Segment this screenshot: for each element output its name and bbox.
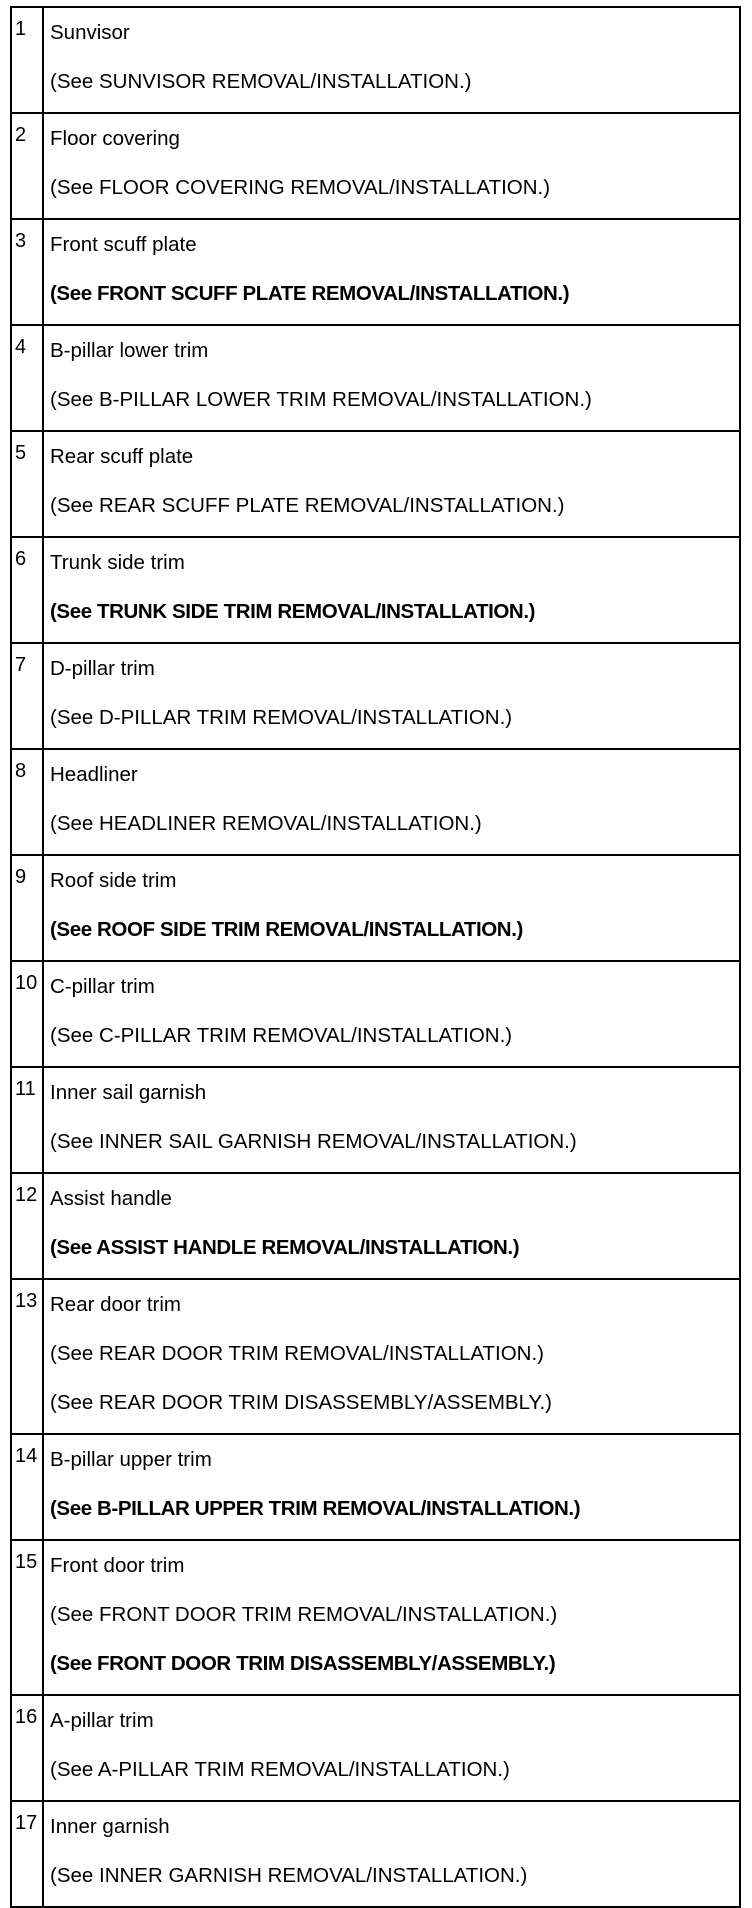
item-number: 13 <box>11 1279 43 1434</box>
item-number: 4 <box>11 325 43 431</box>
item-number: 3 <box>11 219 43 325</box>
part-name: Floor covering <box>50 127 180 150</box>
procedure-reference: (See INNER GARNISH REMOVAL/INSTALLATION.) <box>50 1864 528 1887</box>
item-description-cell <box>43 219 740 325</box>
procedure-reference: (See B-PILLAR LOWER TRIM REMOVAL/INSTALLATION.) <box>50 388 592 411</box>
item-description-cell <box>43 1067 740 1173</box>
part-name: Rear door trim <box>50 1293 182 1316</box>
procedure-reference: (See C-PILLAR TRIM REMOVAL/INSTALLATION.) <box>50 1024 513 1047</box>
table-row <box>11 219 740 325</box>
table-row <box>11 855 740 961</box>
procedure-reference: (See D-PILLAR TRIM REMOVAL/INSTALLATION.) <box>50 706 513 729</box>
part-name: Front scuff plate <box>50 233 197 256</box>
procedure-reference: (See ROOF SIDE TRIM REMOVAL/INSTALLATION.) <box>50 918 523 941</box>
item-description-cell <box>43 961 740 1067</box>
procedure-reference: (See A-PILLAR TRIM REMOVAL/INSTALLATION.) <box>50 1758 510 1781</box>
item-number: 17 <box>11 1801 43 1907</box>
item-description-cell <box>43 1695 740 1801</box>
item-number: 11 <box>11 1067 43 1173</box>
item-number: 8 <box>11 749 43 855</box>
table-row <box>11 113 740 219</box>
item-number: 15 <box>11 1540 43 1695</box>
item-number: 9 <box>11 855 43 961</box>
item-number: 1 <box>11 7 43 113</box>
procedure-reference: (See FRONT DOOR TRIM REMOVAL/INSTALLATION.) <box>50 1603 558 1626</box>
item-description-cell <box>43 325 740 431</box>
procedure-reference: (See INNER SAIL GARNISH REMOVAL/INSTALLATION.) <box>50 1130 577 1153</box>
procedure-reference: (See TRUNK SIDE TRIM REMOVAL/INSTALLATION.) <box>50 600 536 623</box>
item-number: 5 <box>11 431 43 537</box>
item-description-cell <box>43 7 740 113</box>
table-row <box>11 1279 740 1434</box>
procedure-reference: (See FRONT SCUFF PLATE REMOVAL/INSTALLATION.) <box>50 282 570 305</box>
procedure-reference: (See HEADLINER REMOVAL/INSTALLATION.) <box>50 812 482 835</box>
item-number: 10 <box>11 961 43 1067</box>
procedure-reference: (See FRONT DOOR TRIM DISASSEMBLY/ASSEMBLY.) <box>50 1652 556 1675</box>
part-name: C-pillar trim <box>50 975 155 998</box>
procedure-reference: (See REAR SCUFF PLATE REMOVAL/INSTALLATION.) <box>50 494 565 517</box>
table-row <box>11 7 740 113</box>
table-row <box>11 1540 740 1695</box>
item-description-cell <box>43 1434 740 1540</box>
item-number: 14 <box>11 1434 43 1540</box>
table-row <box>11 1173 740 1279</box>
procedure-reference: (See FLOOR COVERING REMOVAL/INSTALLATION.) <box>50 176 551 199</box>
part-name: A-pillar trim <box>50 1709 154 1732</box>
table-row <box>11 1067 740 1173</box>
item-description-cell <box>43 113 740 219</box>
part-name: Inner garnish <box>50 1815 170 1838</box>
item-description-cell <box>43 1173 740 1279</box>
table-row <box>11 749 740 855</box>
part-name: Roof side trim <box>50 869 177 892</box>
item-description-cell <box>43 1801 740 1907</box>
part-name: Rear scuff plate <box>50 445 194 468</box>
procedure-reference: (See REAR DOOR TRIM DISASSEMBLY/ASSEMBLY.) <box>50 1391 553 1414</box>
procedure-reference: (See SUNVISOR REMOVAL/INSTALLATION.) <box>50 70 472 93</box>
procedure-reference: (See ASSIST HANDLE REMOVAL/INSTALLATION.) <box>50 1236 520 1259</box>
procedure-reference: (See REAR DOOR TRIM REMOVAL/INSTALLATION.) <box>50 1342 544 1365</box>
table-row <box>11 1801 740 1907</box>
item-description-cell <box>43 643 740 749</box>
item-description-cell <box>43 1279 740 1434</box>
part-name: Assist handle <box>50 1187 172 1210</box>
item-description-cell <box>43 537 740 643</box>
item-number: 6 <box>11 537 43 643</box>
table-row <box>11 325 740 431</box>
table-row <box>11 1434 740 1540</box>
part-name: Sunvisor <box>50 21 130 44</box>
item-description-cell <box>43 855 740 961</box>
table-row <box>11 961 740 1067</box>
part-name: Inner sail garnish <box>50 1081 207 1104</box>
parts-reference-table <box>10 6 741 1908</box>
item-description-cell <box>43 1540 740 1695</box>
item-description-cell <box>43 431 740 537</box>
part-name: B-pillar lower trim <box>50 339 209 362</box>
part-name: Front door trim <box>50 1554 185 1577</box>
part-name: Headliner <box>50 763 138 786</box>
item-number: 12 <box>11 1173 43 1279</box>
part-name: D-pillar trim <box>50 657 155 680</box>
table-row <box>11 431 740 537</box>
table-row <box>11 537 740 643</box>
table-row <box>11 643 740 749</box>
parts-table-body <box>11 7 740 1907</box>
item-number: 7 <box>11 643 43 749</box>
part-name: Trunk side trim <box>50 551 185 574</box>
item-number: 16 <box>11 1695 43 1801</box>
procedure-reference: (See B-PILLAR UPPER TRIM REMOVAL/INSTALLATION.) <box>50 1497 581 1520</box>
table-row <box>11 1695 740 1801</box>
item-number: 2 <box>11 113 43 219</box>
item-description-cell <box>43 749 740 855</box>
part-name: B-pillar upper trim <box>50 1448 212 1471</box>
